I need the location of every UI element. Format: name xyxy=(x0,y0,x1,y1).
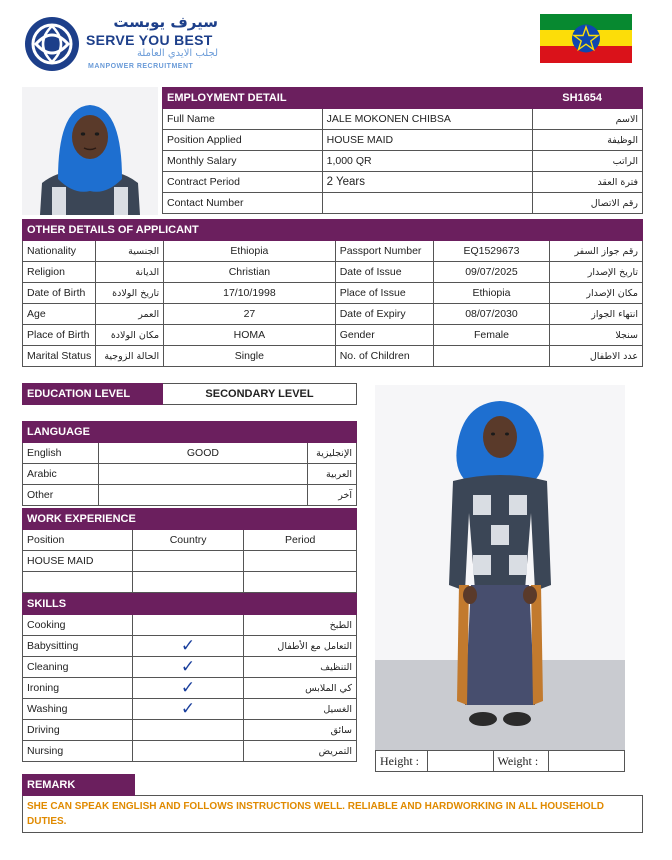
weight-value xyxy=(549,751,625,772)
applicant-full-body-photo xyxy=(375,385,625,750)
field-label-arabic: الاسم xyxy=(533,109,643,130)
skill-label-arabic: التمريض xyxy=(244,741,357,762)
work-row xyxy=(23,551,357,572)
work-experience-table xyxy=(22,508,357,593)
remark-title: REMARK xyxy=(23,775,135,796)
work-header-row xyxy=(23,530,357,551)
skill-row xyxy=(23,720,357,741)
field-label: Position Applied xyxy=(163,130,323,151)
skill-label-arabic: التنظيف xyxy=(244,657,357,678)
detail-label-arabic: الديانة xyxy=(96,262,164,283)
details-row xyxy=(23,346,643,367)
skill-check xyxy=(132,720,243,741)
field-value xyxy=(322,193,533,214)
work-country xyxy=(132,572,244,593)
work-position: HOUSE MAID xyxy=(23,551,133,572)
skills-table xyxy=(22,593,357,762)
logo-english-sub: MANPOWER RECRUITMENT xyxy=(88,63,194,70)
skill-label-arabic: الغسيل xyxy=(244,699,357,720)
detail-label: No. of Children xyxy=(335,346,433,367)
skill-label-arabic: كي الملابس xyxy=(244,678,357,699)
skill-label-arabic: سائق xyxy=(244,720,357,741)
checkmark-icon: ✓ xyxy=(180,677,196,698)
skill-row xyxy=(23,636,357,657)
skill-label: Nursing xyxy=(23,741,133,762)
skill-check xyxy=(132,741,243,762)
field-label-arabic: الراتب xyxy=(533,151,643,172)
detail-value: Single xyxy=(164,346,336,367)
detail-value xyxy=(433,346,550,367)
work-country xyxy=(132,551,244,572)
checkmark-icon: ✓ xyxy=(180,698,196,719)
skill-row xyxy=(23,657,357,678)
detail-value: 08/07/2030 xyxy=(433,304,550,325)
field-label-arabic: فترة العقد xyxy=(533,172,643,193)
detail-value: EQ1529673 xyxy=(433,241,550,262)
detail-label-arabic: تاريخ الإصدار xyxy=(550,262,643,283)
employment-row xyxy=(163,151,643,172)
detail-label: Marital Status xyxy=(23,346,96,367)
detail-label-arabic: انتهاء الجواز xyxy=(550,304,643,325)
language-row xyxy=(23,464,357,485)
work-col-country: Country xyxy=(132,530,244,551)
skill-check xyxy=(132,657,243,678)
employment-row xyxy=(163,130,643,151)
detail-label-arabic: عدد الاطفال xyxy=(550,346,643,367)
work-col-position: Position xyxy=(23,530,133,551)
work-period xyxy=(244,551,357,572)
skill-label: Ironing xyxy=(23,678,133,699)
other-details-title: OTHER DETAILS OF APPLICANT xyxy=(23,220,643,241)
work-position xyxy=(23,572,133,593)
skill-check xyxy=(132,678,243,699)
work-experience-title: WORK EXPERIENCE xyxy=(23,509,357,530)
checkmark-icon: ✓ xyxy=(180,656,196,677)
logo-english-name: SERVE YOU BEST xyxy=(86,32,213,48)
detail-label: Place of Issue xyxy=(335,283,433,304)
detail-label: Date of Expiry xyxy=(335,304,433,325)
skill-label: Washing xyxy=(23,699,133,720)
detail-label-arabic: سنجلا xyxy=(550,325,643,346)
skill-label: Cooking xyxy=(23,615,133,636)
detail-label-arabic: الحالة الزوجية xyxy=(96,346,164,367)
detail-label: Nationality xyxy=(23,241,96,262)
applicant-portrait-photo xyxy=(22,87,158,215)
skills-title: SKILLS xyxy=(23,594,357,615)
employment-row xyxy=(163,109,643,130)
reference-number: SH1654 xyxy=(562,92,602,104)
language-row xyxy=(23,443,357,464)
detail-value: Ethiopia xyxy=(433,283,550,304)
field-label-arabic: الوظيفة xyxy=(533,130,643,151)
details-row xyxy=(23,241,643,262)
company-logo xyxy=(22,14,222,74)
details-row xyxy=(23,262,643,283)
logo-emblem-icon xyxy=(22,14,84,74)
language-label-arabic: آخر xyxy=(308,485,357,506)
detail-label-arabic: مكان الولادة xyxy=(96,325,164,346)
field-label: Monthly Salary xyxy=(163,151,323,172)
skill-label: Babysitting xyxy=(23,636,133,657)
detail-label: Date of Issue xyxy=(335,262,433,283)
detail-label: Passport Number xyxy=(335,241,433,262)
detail-label: Religion xyxy=(23,262,96,283)
language-level xyxy=(98,464,307,485)
language-level xyxy=(98,485,307,506)
field-label: Contact Number xyxy=(163,193,323,214)
details-row xyxy=(23,283,643,304)
other-details-table xyxy=(22,219,643,367)
detail-value: 17/10/1998 xyxy=(164,283,336,304)
employment-row xyxy=(163,172,643,193)
logo-arabic-sub: لجلب الايدي العاملة xyxy=(136,48,218,59)
education-table xyxy=(22,383,357,405)
height-label: Height : xyxy=(376,751,428,772)
details-row xyxy=(23,325,643,346)
skill-row xyxy=(23,615,357,636)
employment-detail-title: EMPLOYMENT DETAIL xyxy=(167,92,287,104)
work-col-period: Period xyxy=(244,530,357,551)
employment-row xyxy=(163,193,643,214)
skill-row xyxy=(23,699,357,720)
language-level: GOOD xyxy=(98,443,307,464)
detail-label-arabic: الجنسية xyxy=(96,241,164,262)
language-label-arabic: الإنجليزية xyxy=(308,443,357,464)
education-value: SECONDARY LEVEL xyxy=(163,384,357,405)
detail-label: Gender xyxy=(335,325,433,346)
skill-label: Driving xyxy=(23,720,133,741)
language-label-arabic: العربية xyxy=(308,464,357,485)
remark-text: SHE CAN SPEAK ENGLISH AND FOLLOWS INSTRUCTIONS WELL. RELIABLE AND HARDWORKING IN ALL HOUSEHOLD DUTIES. xyxy=(23,796,643,833)
detail-value: Ethiopia xyxy=(164,241,336,262)
detail-label: Date of Birth xyxy=(23,283,96,304)
skill-row xyxy=(23,678,357,699)
detail-label-arabic: مكان الإصدار xyxy=(550,283,643,304)
work-period xyxy=(244,572,357,593)
field-value: 2 Years xyxy=(322,172,533,193)
logo-arabic-name: سيرف يوبست xyxy=(113,13,218,31)
detail-label-arabic: تاريخ الولادة xyxy=(96,283,164,304)
skill-check xyxy=(132,636,243,657)
detail-value: 27 xyxy=(164,304,336,325)
weight-label: Weight : xyxy=(493,751,549,772)
detail-label-arabic: رقم جواز السفر xyxy=(550,241,643,262)
detail-label-arabic: العمر xyxy=(96,304,164,325)
language-label: English xyxy=(23,443,99,464)
language-label: Other xyxy=(23,485,99,506)
skill-row xyxy=(23,741,357,762)
field-label: Contract Period xyxy=(163,172,323,193)
field-value: JALE MOKONEN CHIBSA xyxy=(322,109,533,130)
detail-value: HOMA xyxy=(164,325,336,346)
ethiopia-flag xyxy=(540,14,632,63)
detail-value: Christian xyxy=(164,262,336,283)
remark-table xyxy=(22,774,643,833)
detail-label: Age xyxy=(23,304,96,325)
details-row xyxy=(23,304,643,325)
skill-label: Cleaning xyxy=(23,657,133,678)
skill-label-arabic: التعامل مع الأطفال xyxy=(244,636,357,657)
skill-check xyxy=(132,699,243,720)
education-label: EDUCATION LEVEL xyxy=(23,384,163,405)
employment-detail-table xyxy=(162,87,643,214)
field-label-arabic: رقم الاتصال xyxy=(533,193,643,214)
language-label: Arabic xyxy=(23,464,99,485)
detail-label: Place of Birth xyxy=(23,325,96,346)
checkmark-icon: ✓ xyxy=(180,635,196,656)
field-label: Full Name xyxy=(163,109,323,130)
detail-value: Female xyxy=(433,325,550,346)
skill-label-arabic: الطبخ xyxy=(244,615,357,636)
skill-check xyxy=(132,615,243,636)
work-row xyxy=(23,572,357,593)
height-weight-table xyxy=(375,750,625,772)
field-value: HOUSE MAID xyxy=(322,130,533,151)
detail-value: 09/07/2025 xyxy=(433,262,550,283)
height-value xyxy=(427,751,493,772)
language-work-skills-table xyxy=(22,421,357,506)
language-row xyxy=(23,485,357,506)
language-title: LANGUAGE xyxy=(23,422,357,443)
field-value: 1,000 QR xyxy=(322,151,533,172)
